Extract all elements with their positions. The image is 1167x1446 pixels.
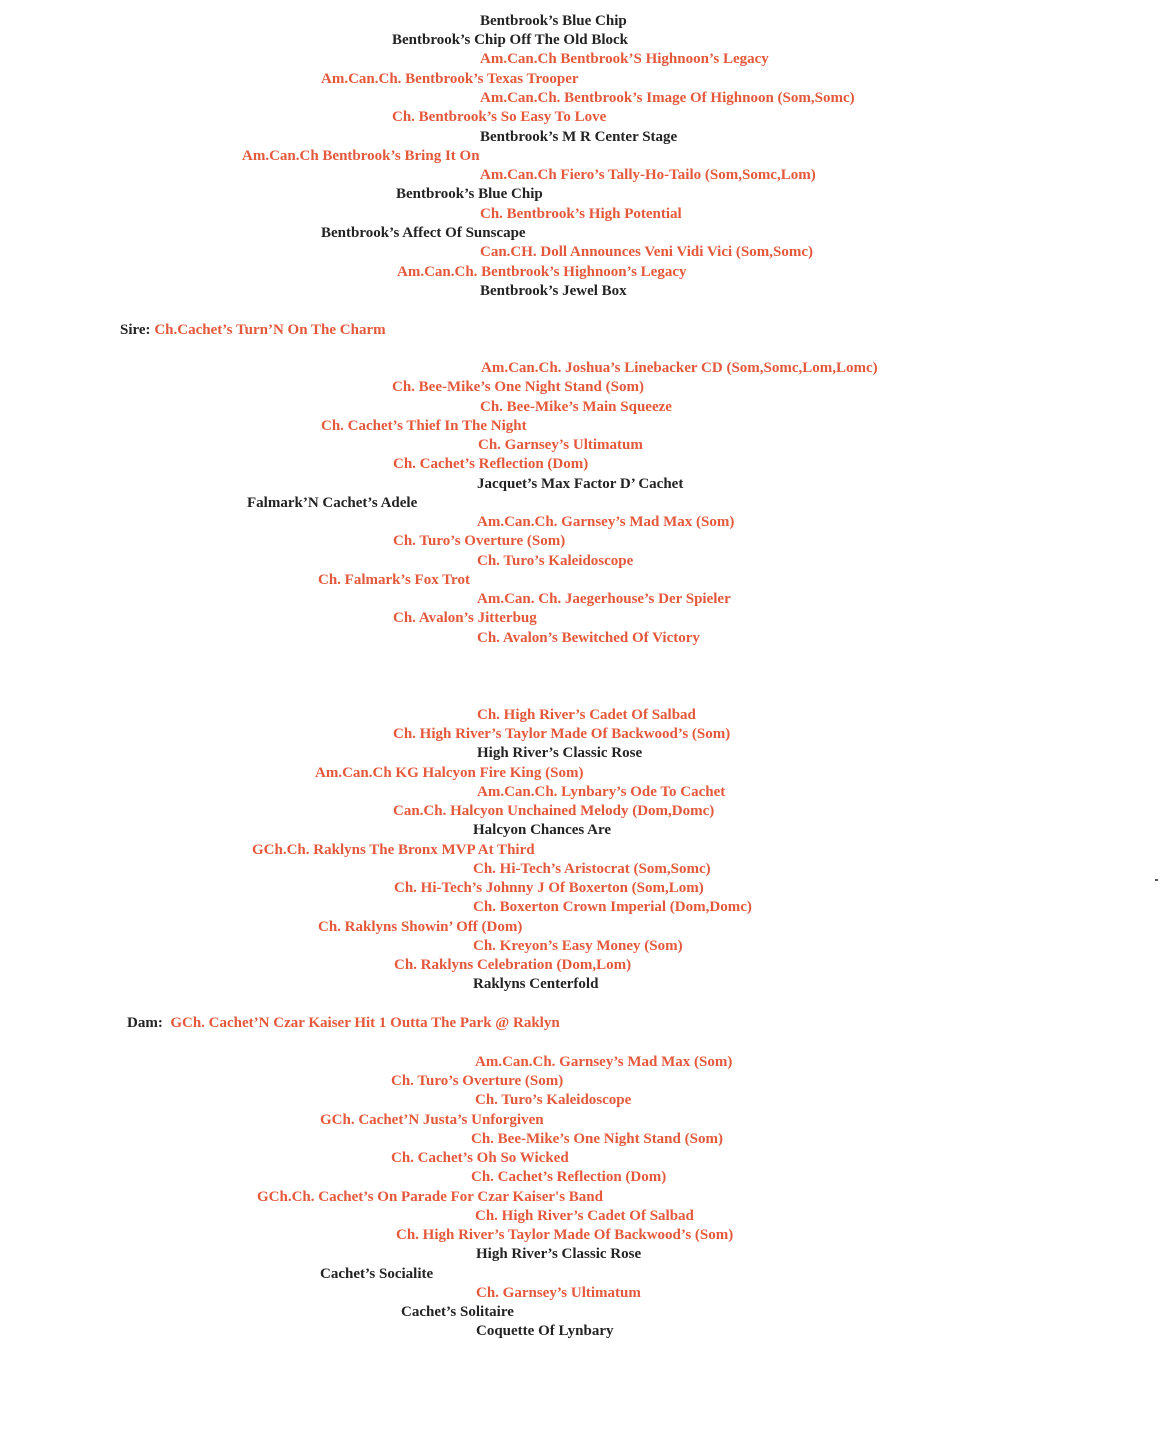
pedigree-entry: Am.Can.Ch Bentbrook’S Highnoon’s Legacy xyxy=(480,51,769,67)
pedigree-entry: Ch. Cachet’s Reflection (Dom) xyxy=(393,456,589,472)
pedigree-entry: Am.Can.Ch. Joshua’s Linebacker CD (Som,Somc,Lom,Lomc) xyxy=(481,360,878,376)
pedigree-entry: Am.Can.Ch. Bentbrook’s Highnoon’s Legacy xyxy=(397,264,687,280)
pedigree-entry: Cachet’s Solitaire xyxy=(401,1304,514,1320)
pedigree-entry: Cachet’s Socialite xyxy=(320,1266,434,1282)
pedigree-entry: Ch. Cachet’s Thief In The Night xyxy=(321,418,527,434)
sire-row xyxy=(120,321,386,340)
pedigree-entry: Ch. Raklyns Showin’ Off (Dom) xyxy=(318,919,523,935)
pedigree-entry: Am.Can.Ch. Lynbary’s Ode To Cachet xyxy=(477,784,726,800)
sire-label: Sire: xyxy=(120,322,151,338)
dam-name: GCh. Cachet’N Czar Kaiser Hit 1 Outta The Park @ Raklyn xyxy=(170,1015,560,1031)
pedigree-entry: Am.Can.Ch Fiero’s Tally-Ho-Tailo (Som,Somc,Lom) xyxy=(480,167,816,183)
pedigree-entry: Ch. Bee-Mike’s One Night Stand (Som) xyxy=(471,1131,723,1147)
pedigree-entry: Bentbrook’s Jewel Box xyxy=(480,283,627,299)
pedigree-entry: High River’s Classic Rose xyxy=(476,1246,642,1262)
pedigree-entry: Ch. High River’s Taylor Made Of Backwood’s (Som) xyxy=(393,726,731,742)
pedigree-entry: Ch. Hi-Tech’s Johnny J Of Boxerton (Som,Lom) xyxy=(394,880,704,896)
pedigree-entry: Ch. Cachet’s Reflection (Dom) xyxy=(471,1169,667,1185)
pedigree-entry: Am.Can.Ch KG Halcyon Fire King (Som) xyxy=(315,765,584,781)
pedigree-entry: Ch. Bee-Mike’s Main Squeeze xyxy=(480,399,672,415)
pedigree-entry: Ch. Kreyon’s Easy Money (Som) xyxy=(473,938,683,954)
pedigree-entry: Ch. Bee-Mike’s One Night Stand (Som) xyxy=(392,379,644,395)
pedigree-entry: Am.Can.Ch. Garnsey’s Mad Max (Som) xyxy=(475,1054,733,1070)
pedigree-entry: Bentbrook’s Affect Of Sunscape xyxy=(321,225,526,241)
pedigree-entry: Ch. Turo’s Overture (Som) xyxy=(393,533,566,549)
pedigree-entry: Ch. Falmark’s Fox Trot xyxy=(318,572,470,588)
pedigree-entry: Am.Can.Ch Bentbrook’s Bring It On xyxy=(242,148,480,164)
pedigree-entry: Bentbrook’s Chip Off The Old Block xyxy=(392,32,629,48)
pedigree-entry: Jacquet’s Max Factor D’ Cachet xyxy=(477,476,684,492)
pedigree-entry: Am.Can.Ch. Garnsey’s Mad Max (Som) xyxy=(477,514,735,530)
pedigree-entry: Am.Can. Ch. Jaegerhouse’s Der Spieler xyxy=(477,591,731,607)
pedigree-entry: Ch. Bentbrook’s So Easy To Love xyxy=(392,109,607,125)
pedigree-entry: Ch. Cachet’s Oh So Wicked xyxy=(391,1150,569,1166)
pedigree-entry: Ch. Turo’s Kaleidoscope xyxy=(477,553,634,569)
pedigree-entry: Ch. Garnsey’s Ultimatum xyxy=(478,437,643,453)
pedigree-entry: Ch. Garnsey’s Ultimatum xyxy=(476,1285,641,1301)
pedigree-entry: Ch. High River’s Taylor Made Of Backwood’s (Som) xyxy=(396,1227,734,1243)
pedigree-entry: Am.Can.Ch. Bentbrook’s Image Of Highnoon (Som,Somc) xyxy=(480,90,855,106)
pedigree-entry: Ch. Raklyns Celebration (Dom,Lom) xyxy=(394,957,632,973)
sire-name: Ch.Cachet’s Turn’N On The Charm xyxy=(154,322,386,338)
pedigree-entry: GCh.Ch. Cachet’s On Parade For Czar Kaiser's Band xyxy=(257,1189,603,1205)
pedigree-entry: Halcyon Chances Are xyxy=(473,822,612,838)
pedigree-entry: Ch. Turo’s Kaleidoscope xyxy=(475,1092,632,1108)
pedigree-entry: Ch. Bentbrook’s High Potential xyxy=(480,206,682,222)
pedigree-entry: Bentbrook’s Blue Chip xyxy=(396,186,543,202)
pedigree-entry: Ch. High River’s Cadet Of Salbad xyxy=(477,707,696,723)
pedigree-entry: Am.Can.Ch. Bentbrook’s Texas Trooper xyxy=(321,71,579,87)
scan-speck xyxy=(1155,879,1158,881)
pedigree-entry: Ch. Avalon’s Bewitched Of Victory xyxy=(477,630,700,646)
pedigree-entry: Ch. Boxerton Crown Imperial (Dom,Domc) xyxy=(473,899,752,915)
pedigree-entry: High River’s Classic Rose xyxy=(477,745,643,761)
pedigree-entry: Ch. Turo’s Overture (Som) xyxy=(391,1073,564,1089)
dam-label: Dam: xyxy=(127,1015,163,1031)
pedigree-entry: Can.CH. Doll Announces Veni Vidi Vici (Som,Somc) xyxy=(480,244,813,260)
pedigree-entry: Can.Ch. Halcyon Unchained Melody (Dom,Domc) xyxy=(393,803,715,819)
pedigree-entry: Bentbrook’s M R Center Stage xyxy=(480,129,678,145)
pedigree-entry: Falmark’N Cachet’s Adele xyxy=(247,495,418,511)
pedigree-entry: Ch. High River’s Cadet Of Salbad xyxy=(475,1208,694,1224)
pedigree-entry: GCh.Ch. Raklyns The Bronx MVP At Third xyxy=(252,842,535,858)
pedigree-entry: Coquette Of Lynbary xyxy=(476,1323,614,1339)
dam-row xyxy=(127,1014,560,1033)
pedigree-entry: Bentbrook’s Blue Chip xyxy=(480,13,627,29)
pedigree-entry: GCh. Cachet’N Justa’s Unforgiven xyxy=(320,1112,544,1128)
pedigree-entry: Raklyns Centerfold xyxy=(473,976,599,992)
pedigree-entry: Ch. Hi-Tech’s Aristocrat (Som,Somc) xyxy=(473,861,711,877)
pedigree-entry: Ch. Avalon’s Jitterbug xyxy=(393,610,537,626)
